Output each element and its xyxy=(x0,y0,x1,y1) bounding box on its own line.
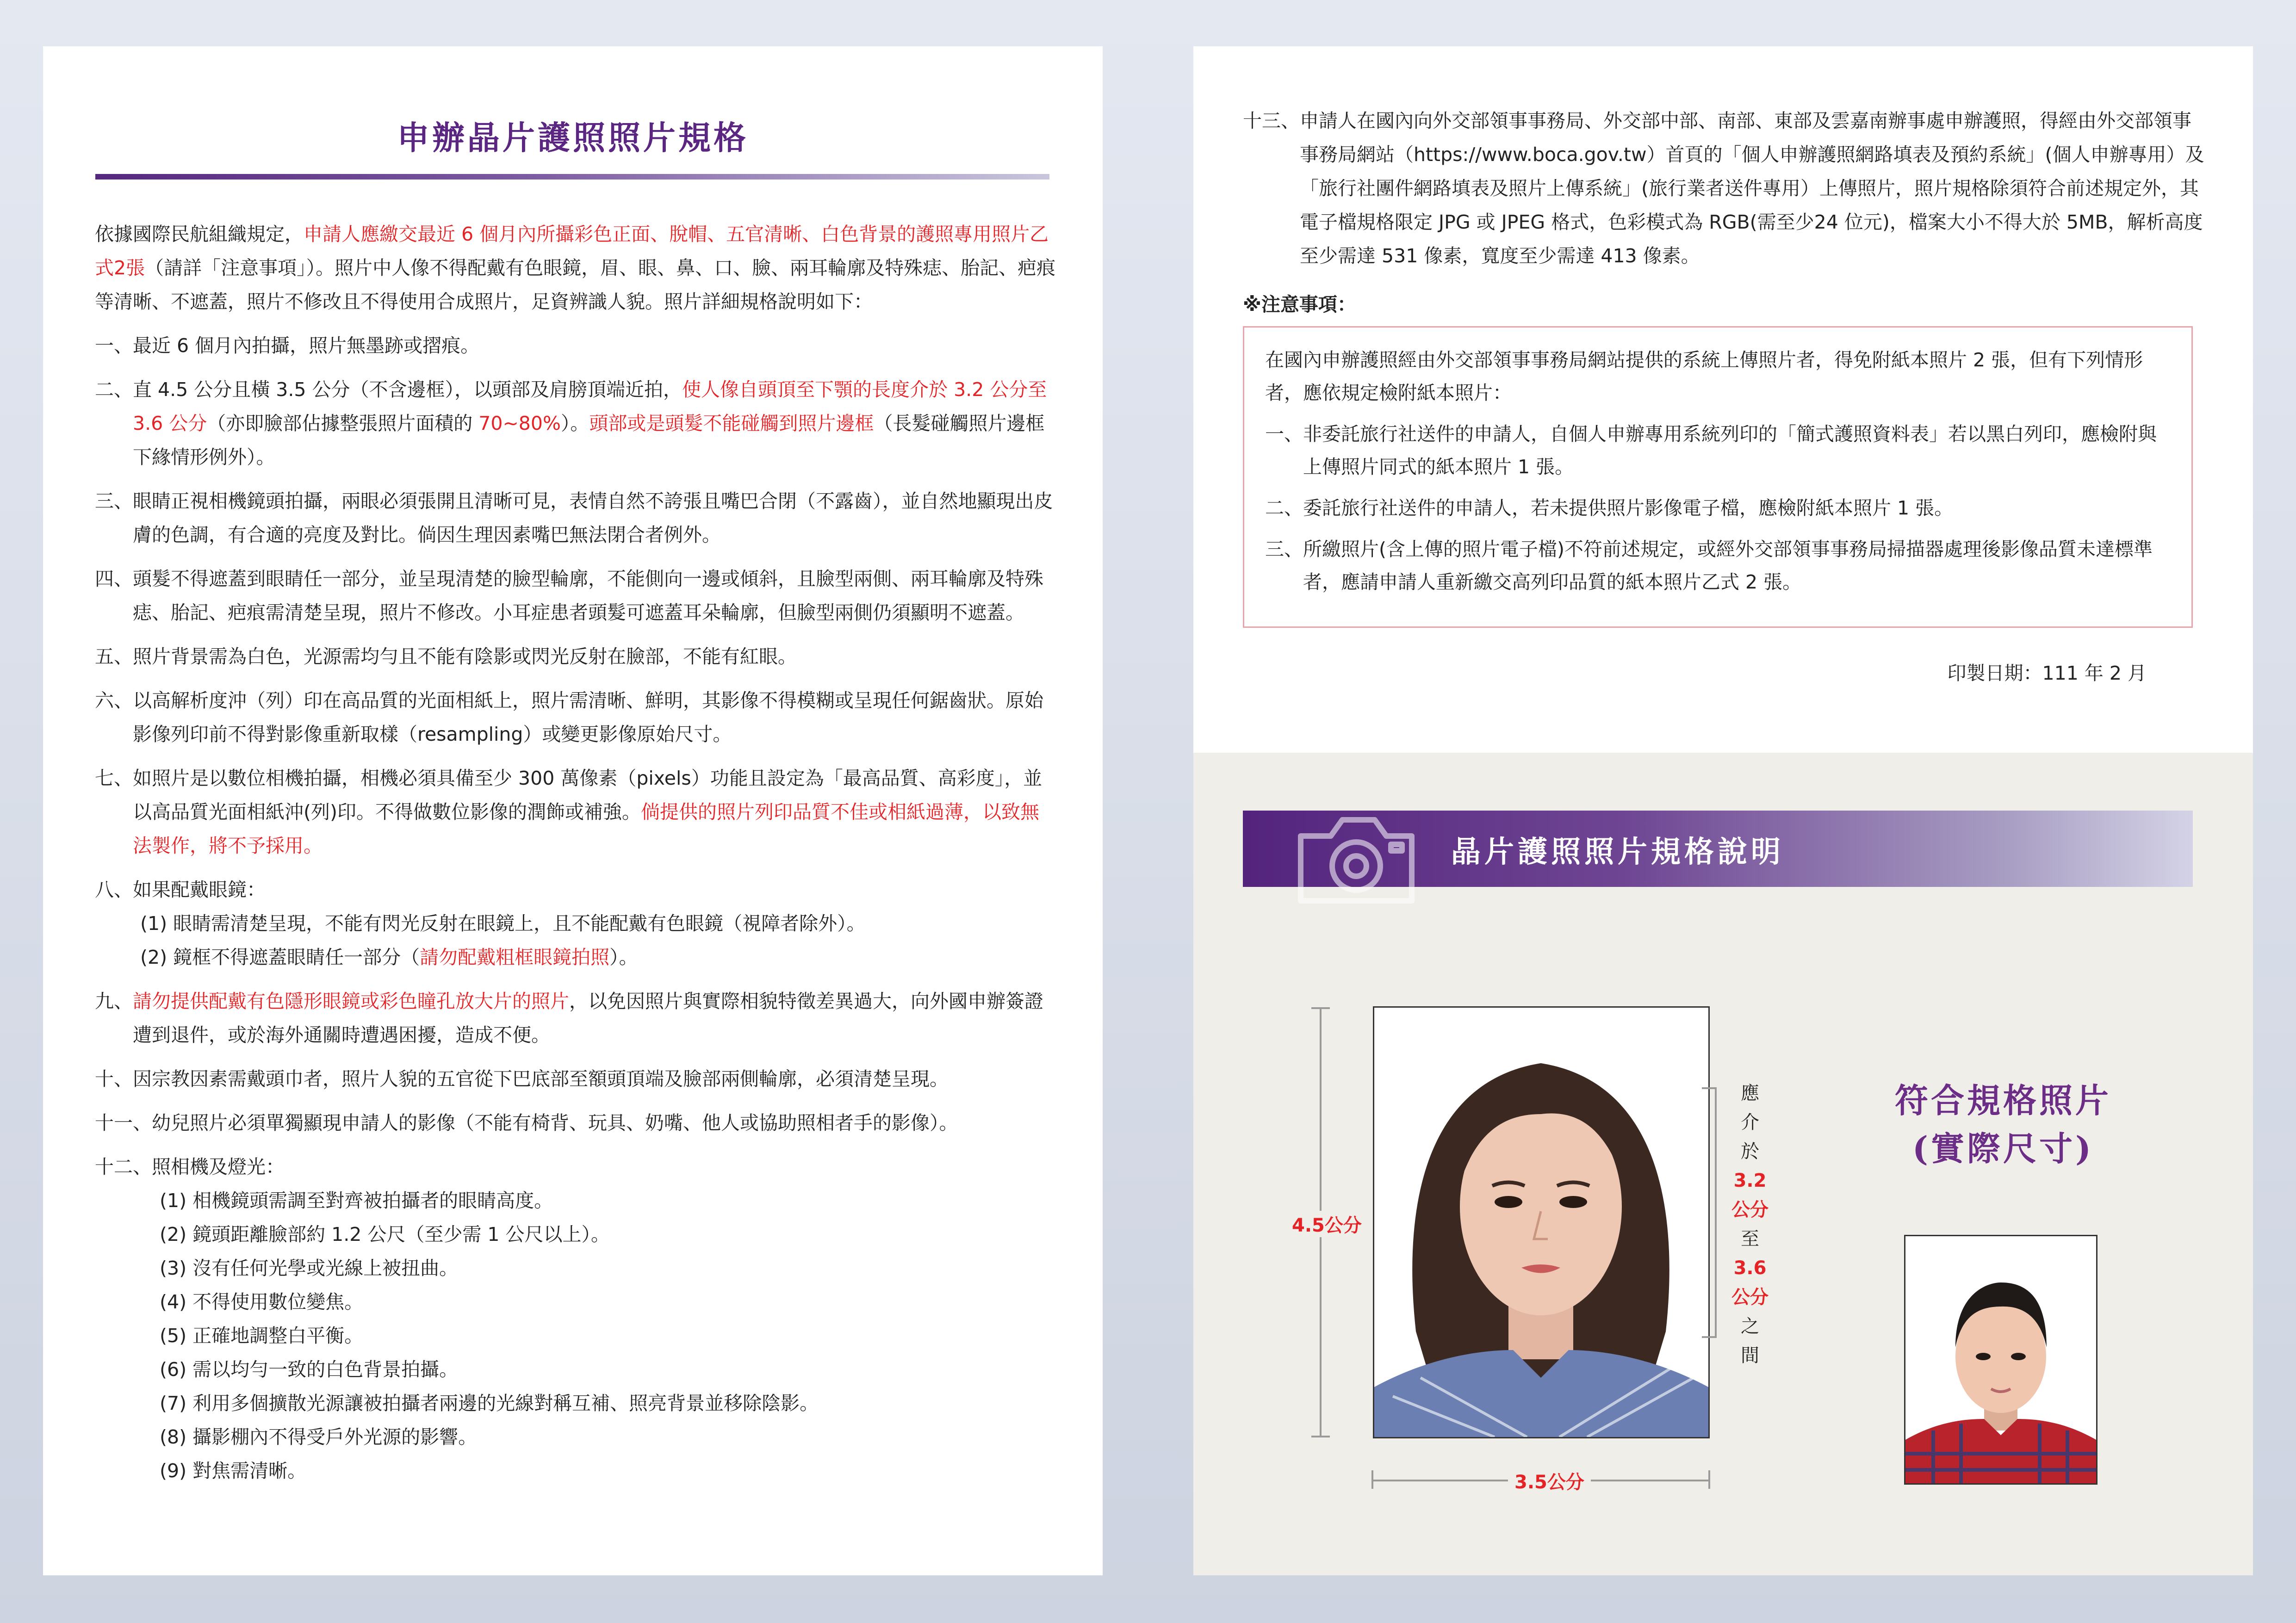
note-number: 二、 xyxy=(1265,497,1303,519)
text-run: 如照片是以數位相機拍攝，相機必須具備至少 300 萬像素（pixels）功能且設定為「最高品質、高彩度」，並以高品質光面相紙沖(列)印。不得做數位影像的潤飾或補強。 xyxy=(133,767,1043,823)
text-run: (2) 鏡頭距離臉部約 1.2 公尺（至少需 1 公尺以上）。 xyxy=(160,1223,610,1245)
head-to-label: 至 xyxy=(1741,1228,1759,1250)
text-run: (9) 對焦需清晰。 xyxy=(160,1460,307,1482)
text-run: (8) 攝影棚內不得受戶外光源的影響。 xyxy=(160,1426,478,1448)
sub-item xyxy=(140,941,1057,974)
head-min-value: 3.2公分 xyxy=(1731,1170,1769,1220)
text-run: （長髮碰觸照片邊框下緣情形例外）。 xyxy=(133,412,1045,468)
text-run: 如果配戴眼鏡： xyxy=(133,879,266,901)
text-run: (1) 眼睛需清楚呈現，不能有閃光反射在眼鏡上，且不能配戴有色眼鏡（視障者除外）。 xyxy=(140,912,866,935)
text-run: (7) 利用多個擴散光源讓被拍攝者兩邊的光線對稱互補、照亮背景並移除陰影。 xyxy=(160,1392,819,1414)
item-number: 九、 xyxy=(95,990,133,1012)
sub-item xyxy=(160,1184,1057,1218)
text-run: 最近 6 個月內拍攝，照片無墨跡或摺痕。 xyxy=(133,335,480,357)
width-label: 3.5公分 xyxy=(1508,1468,1591,1494)
notes-box xyxy=(1243,326,2193,628)
head-max-value: 3.6公分 xyxy=(1731,1258,1769,1308)
item-13 xyxy=(1243,104,2205,273)
item-text xyxy=(133,329,1057,363)
text-run: (1) 相機鏡頭需調至對齊被拍攝者的眼睛高度。 xyxy=(160,1189,553,1212)
spec-item xyxy=(95,762,1057,863)
note-number: 一、 xyxy=(1265,423,1303,445)
text-run: （請詳「注意事項」）。照片中人像不得配戴有色眼鏡，眉、眼、鼻、口、臉、兩耳輪廓及特殊痣、胎記、疤痕等清晰、不遮蓋，照片不修改且不得使用合成照片，足資辨識人貌。照片詳細規格說明如下： xyxy=(95,257,1056,313)
item-number: 五、 xyxy=(95,645,133,668)
sub-item xyxy=(160,1387,1057,1420)
notes-list xyxy=(1265,418,2171,599)
highlight-text: 倘提供的照片列印品質不佳或相紙過薄，以致無法製作，將不予採用。 xyxy=(133,801,1039,857)
spec-item xyxy=(95,562,1057,630)
note-text: 所繳照片(含上傳的照片電子檔)不符前述規定，或經外交部領事事務局掃描器處理後影像品質未達標準者，應請申請人重新繳交高列印品質的紙本照片乙式 2 張。 xyxy=(1303,538,2153,593)
text-run: ）。 xyxy=(609,946,638,968)
head-length-label xyxy=(1725,1079,1775,1370)
highlight-text: 請勿提供配戴有色隱形眼鏡或彩色瞳孔放大片的照片 xyxy=(133,990,569,1012)
head-label-char: 之 xyxy=(1741,1316,1759,1337)
spec-item xyxy=(95,1106,1057,1140)
sub-list xyxy=(95,907,1057,974)
item-text xyxy=(133,1062,1057,1096)
text-run: 因宗教因素需戴頭巾者，照片人貌的五官從下巴底部至額頭頂端及臉部兩側輪廓，必須清楚呈現。 xyxy=(133,1068,949,1090)
spec-item xyxy=(95,640,1057,674)
spec-item xyxy=(95,684,1057,751)
banner-title: 晶片護照照片規格說明 xyxy=(1451,835,1784,869)
text-run: 照片背景需為白色，光源需均勻且不能有陰影或閃光反射在臉部，不能有紅眼。 xyxy=(133,645,797,668)
compliant-photo-title xyxy=(1846,1077,2160,1173)
note-item xyxy=(1265,492,2171,525)
spec-item xyxy=(95,985,1057,1052)
page-title: 申辦晶片護照照片規格 xyxy=(397,118,749,157)
compliant-title-line-1: 符合規格照片 xyxy=(1894,1081,2111,1120)
section-banner xyxy=(1243,811,2193,887)
spec-item xyxy=(95,873,1057,907)
highlight-text: 頭部或是頭髮不能碰觸到照片邊框 xyxy=(589,412,874,434)
text-run: （亦即臉部佔據整張照片面積的 xyxy=(207,412,479,434)
sub-item xyxy=(140,907,1057,941)
intro-paragraph xyxy=(95,217,1057,319)
sub-item xyxy=(160,1251,1057,1285)
highlight-text: 使人像自頭頂至下顎的長度介於 3.2 公分至 3.6 公分 xyxy=(133,378,1047,434)
sub-item xyxy=(160,1218,1057,1251)
sub-item xyxy=(160,1353,1057,1387)
compliant-title-line-2: (實際尺寸) xyxy=(1912,1129,2094,1168)
note-number: 三、 xyxy=(1265,538,1303,560)
item-text xyxy=(133,484,1057,552)
spec-item xyxy=(95,329,1057,363)
text-run: 照相機及燈光： xyxy=(152,1156,285,1178)
text-run: ）。 xyxy=(560,412,590,434)
sample-photo-child xyxy=(1904,1235,2097,1485)
highlight-text: 請勿配戴粗框眼鏡拍照 xyxy=(420,946,610,968)
adult-portrait-image xyxy=(1374,1008,1708,1437)
text-run: 直 4.5 公分且橫 3.5 公分（不含邊框），以頭部及肩膀頂端近拍， xyxy=(133,378,683,401)
text-run: (2) 鏡框不得遮蓋眼睛任一部分（ xyxy=(140,946,420,968)
right-page xyxy=(1193,46,2253,1575)
text-run: (4) 不得使用數位變焦。 xyxy=(160,1291,364,1313)
item-text: 申請人在國內向外交部領事事務局、外交部中部、南部、東部及雲嘉南辦事處申辦護照，得經由外交部領事事務局網站（https://www.boca.gov.tw）首頁的「個人申辦護照網路填表及預約系統」(個人申辦專用）及「旅行社團件網路填表及照片上傳系統」(旅行業者送件專用）上傳照片，照片規格除須符合前述規定外，其電子檔規格限定 JPG 或 JPEG 格式，色彩模式為 RGB(需至少24 位元)，檔案大小不得大於 5MB，解析高度至少需達 531 像素，寬度至少需達 413 像素。 xyxy=(1300,110,2204,267)
note-text: 非委託旅行社送件的申請人，自個人申辦專用系統列印的「簡式護照資料表」若以黑白列印，應檢附與上傳照片同式的紙本照片 1 張。 xyxy=(1303,423,2157,478)
spec-item xyxy=(95,373,1057,474)
title-underline xyxy=(95,174,1049,180)
note-text: 委託旅行社送件的申請人，若未提供照片影像電子檔，應檢附紙本照片 1 張。 xyxy=(1303,497,1954,519)
sample-photo-adult xyxy=(1373,1006,1710,1438)
spec-body xyxy=(95,217,1057,1498)
highlight-text: 70~80% xyxy=(478,412,561,434)
item-text xyxy=(133,985,1057,1052)
item-number: 二、 xyxy=(95,378,133,401)
sub-list xyxy=(95,1184,1057,1488)
width-dimension-end xyxy=(1371,1470,1373,1489)
width-dimension-end xyxy=(1708,1470,1710,1489)
item-number: 八、 xyxy=(95,879,133,901)
head-length-bracket xyxy=(1702,1087,1717,1338)
spec-illustration-panel xyxy=(1193,753,2253,1575)
spec-item xyxy=(95,1150,1057,1184)
item-number: 十三、 xyxy=(1243,110,1300,132)
highlight-text: 申請人應繳交最近 6 個月內所攝彩色正面、脫帽、五官清晰、白色背景的護照專用照片乙式2張 xyxy=(95,223,1049,279)
item-number: 三、 xyxy=(95,490,133,512)
sub-item xyxy=(160,1420,1057,1454)
spec-item xyxy=(95,1062,1057,1096)
text-run: 眼睛正視相機鏡頭拍攝，兩眼必須張開且清晰可見，表情自然不誇張且嘴巴合閉（不露齒），並自然地顯現出皮膚的色調，有合適的亮度及對比。倘因生理因素嘴巴無法閉合者例外。 xyxy=(133,490,1053,546)
item-text xyxy=(152,1106,1057,1140)
height-label: 4.5公分 xyxy=(1292,1211,1362,1237)
head-label-char: 於 xyxy=(1741,1141,1759,1162)
item-number: 十二、 xyxy=(95,1156,152,1178)
item-number: 六、 xyxy=(95,689,133,712)
text-run: (5) 正確地調整白平衡。 xyxy=(160,1325,364,1347)
text-run: (3) 沒有任何光學或光線上被扭曲。 xyxy=(160,1257,459,1279)
item-number: 十一、 xyxy=(95,1112,152,1134)
notes-title: ※注意事項： xyxy=(1243,293,1356,316)
sub-item xyxy=(160,1454,1057,1488)
left-page xyxy=(43,46,1103,1575)
head-label-char: 介 xyxy=(1741,1112,1759,1133)
item-text xyxy=(133,640,1057,674)
item-text xyxy=(133,873,1057,907)
item-number: 一、 xyxy=(95,335,133,357)
sub-item xyxy=(160,1285,1057,1319)
notes-intro: 在國內申辦護照經由外交部領事事務局網站提供的系統上傳照片者，得免附紙本照片 2 張，但有下列情形者，應依規定檢附紙本照片： xyxy=(1265,349,2143,404)
item-number: 七、 xyxy=(95,767,133,789)
text-run: 以高解析度沖（列）印在高品質的光面相紙上，照片需清晰、鮮明，其影像不得模糊或呈現任何鋸齒狀。原始影像列印前不得對影像重新取樣（resampling）或變更影像原始尺寸。 xyxy=(133,689,1043,745)
text-run: (6) 需以均勻一致的白色背景拍攝。 xyxy=(160,1358,459,1381)
spec-item xyxy=(95,484,1057,552)
sub-item xyxy=(160,1319,1057,1353)
item-text xyxy=(133,762,1057,863)
head-label-char: 間 xyxy=(1741,1345,1759,1366)
item-text xyxy=(133,373,1057,474)
item-number: 十、 xyxy=(95,1068,133,1090)
head-label-char: 應 xyxy=(1741,1083,1759,1104)
item-number: 四、 xyxy=(95,568,133,590)
text-run: 幼兒照片必須單獨顯現申請人的影像（不能有椅背、玩具、奶嘴、他人或協助照相者手的影像）。 xyxy=(152,1112,958,1134)
item-text xyxy=(133,684,1057,751)
print-date: 印製日期：111 年 2 月 xyxy=(1947,662,2147,684)
text-run: ，以免因照片與實際相貌特徵差異過大，向外國申辦簽證遭到退件，或於海外通關時遭遇困擾，造成不便。 xyxy=(133,990,1043,1046)
item-text xyxy=(152,1150,1057,1184)
child-portrait-image xyxy=(1905,1236,2096,1483)
spec-list xyxy=(95,329,1057,1488)
camera-icon xyxy=(1287,804,1426,910)
text-run: 依據國際民航組織規定， xyxy=(95,223,304,245)
note-item xyxy=(1265,533,2171,599)
item-text xyxy=(133,562,1057,630)
text-run: 頭髮不得遮蓋到眼睛任一部分，並呈現清楚的臉型輪廓，不能側向一邊或傾斜，且臉型兩側、兩耳輪廓及特殊痣、胎記、疤痕需清楚呈現，照片不修改。小耳症患者頭髮可遮蓋耳朵輪廓，但臉型兩側仍須顯明不遮蓋。 xyxy=(133,568,1043,624)
note-item xyxy=(1265,418,2171,483)
